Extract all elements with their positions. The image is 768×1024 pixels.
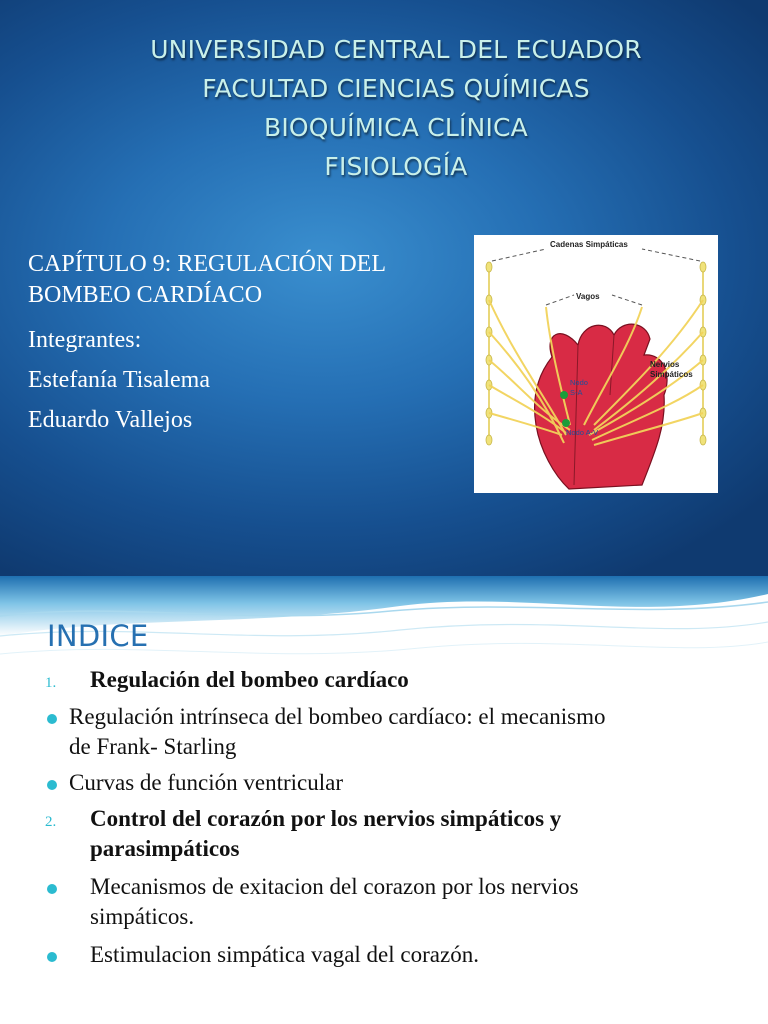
list-marker: 2. bbox=[45, 814, 57, 830]
list-item-text-continued: parasimpáticos bbox=[90, 836, 240, 861]
label-sa-node-line2: S-A bbox=[570, 388, 583, 397]
list-item-text-continued: simpáticos. bbox=[90, 904, 195, 929]
bullet-icon bbox=[47, 952, 57, 962]
members-label: Integrantes: bbox=[28, 327, 142, 353]
chapter-title-line1: CAPÍTULO 9: REGULACIÓN DEL bbox=[28, 251, 386, 277]
chapter-block bbox=[28, 249, 458, 440]
university-title: UNIVERSIDAD CENTRAL DEL ECUADOR bbox=[150, 35, 642, 64]
member-name: Estefanía Tisalema bbox=[28, 367, 210, 393]
index-title: INDICE bbox=[47, 619, 149, 653]
label-av-node: Nodo A-V bbox=[566, 428, 599, 437]
list-item-text-continued: de Frank- Starling bbox=[69, 734, 237, 759]
list-item-text: Mecanismos de exitacion del corazon por los nervios bbox=[90, 874, 579, 899]
member-name: Eduardo Vallejos bbox=[28, 407, 193, 433]
list-item-text: Regulación intrínseca del bombeo cardíaco: el mecanismo bbox=[69, 704, 606, 729]
label-nerves-line2: Simpáticos bbox=[650, 370, 693, 379]
label-nerves-line1: Nervios bbox=[650, 360, 680, 369]
label-sa-node-line1: Nodo bbox=[570, 378, 588, 387]
label-sympathetic-chains: Cadenas Simpáticas bbox=[550, 240, 628, 249]
bullet-icon bbox=[47, 714, 57, 724]
list-item-text: Estimulacion simpática vagal del corazón. bbox=[90, 942, 479, 967]
program-title: BIOQUÍMICA CLÍNICA bbox=[264, 113, 528, 142]
faculty-title: FACULTAD CIENCIAS QUÍMICAS bbox=[202, 74, 590, 103]
list-marker: 1. bbox=[45, 675, 57, 691]
list-item-text: Regulación del bombeo cardíaco bbox=[90, 667, 409, 692]
label-vagus: Vagos bbox=[576, 292, 600, 301]
index-slide bbox=[0, 576, 768, 1024]
subject-title: FISIOLOGÍA bbox=[324, 152, 468, 181]
list-item-text: Curvas de función ventricular bbox=[69, 770, 343, 795]
chapter-title bbox=[28, 249, 458, 311]
title-block bbox=[0, 30, 768, 186]
heart-innervation-diagram bbox=[474, 235, 718, 493]
chapter-title-line2: BOMBEO CARDÍACO bbox=[28, 282, 263, 308]
bullet-icon bbox=[47, 780, 57, 790]
bullet-icon bbox=[47, 884, 57, 894]
list-item-text: Control del corazón por los nervios simpáticos y bbox=[90, 806, 562, 831]
